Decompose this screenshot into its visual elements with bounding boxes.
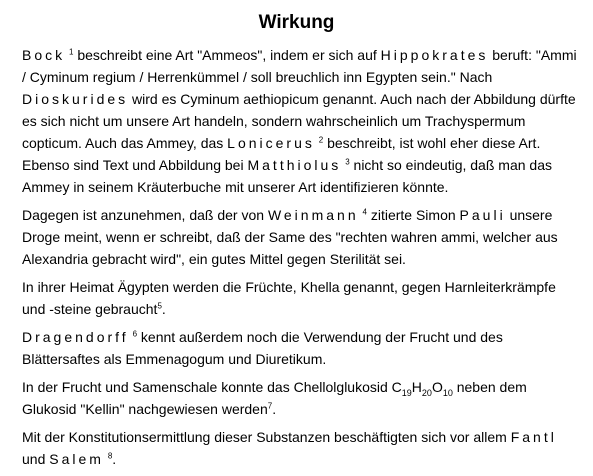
- text: .: [112, 451, 117, 467]
- subscript: 10: [442, 387, 453, 398]
- footnote-ref[interactable]: 5: [157, 301, 162, 311]
- text: neben dem Glukosid "Kellin" nachgewiesen werden: [22, 379, 527, 417]
- quotation: "Ammi / Cyminum regium / Herrenkümmel / soll breuchlich inn Egypten sein." Nach: [22, 47, 577, 85]
- footnote-ref[interactable]: 6: [132, 329, 138, 339]
- text: .: [272, 401, 277, 417]
- author-name: Dioskurides: [22, 91, 129, 107]
- text: wird es Cyminum aethiopicum genannt. Auch nach der Abbildung dürfte es sich nicht um unsere Art handeln, sondern wahrscheinlich um Trachyspermum copticum. Auch das Ammey, das: [22, 91, 576, 151]
- paragraph-fantl: [22, 426, 582, 470]
- paragraph-egypt: [22, 276, 582, 320]
- footnote-ref[interactable]: 4: [362, 207, 367, 217]
- text: Dagegen ist anzunehmen, daß der von: [22, 207, 265, 223]
- author-name: Salem: [49, 451, 104, 467]
- author-name: Bock: [22, 47, 66, 63]
- paragraph-dragendorff: [22, 326, 582, 370]
- text: nicht so eindeutig, daß man das Ammey in seinem Kräuterbuche mit unserer Art identifizieren könnte.: [22, 157, 552, 195]
- text: In ihrer Heimat Ägypten werden die Früchte, Khella genannt, gegen Harnleiterkrämpfe und -steine gebraucht: [22, 279, 556, 317]
- text: H: [411, 379, 422, 395]
- text: unsere Droge meint, wenn er schreibt, daß der Same des "rechten wahren ammi, welcher aus Alexandria gebracht wird", ein gutes Mittel gegen Sterilität sei.: [22, 207, 558, 267]
- footnote-ref[interactable]: 8: [107, 451, 113, 461]
- author-name: Fantl: [510, 429, 557, 445]
- text: und: [22, 451, 46, 467]
- text: O: [431, 379, 443, 395]
- footnote-ref[interactable]: 3: [345, 157, 350, 167]
- text: In der Frucht und Samenschale konnte das Chellolglukosid C: [22, 379, 402, 395]
- paragraph-bock: [22, 44, 582, 198]
- author-name: Lonicerus: [227, 135, 315, 151]
- text: beschreibt eine Art "Ammeos", indem er sich auf: [77, 47, 377, 63]
- author-name: Hippokrates: [380, 47, 489, 63]
- text: beschreibt, ist wohl eher diese Art. Ebenso sind Text und Abbildung bei: [22, 135, 541, 173]
- author-name: Pauli: [459, 207, 506, 223]
- text: .: [161, 301, 166, 317]
- footnote-ref[interactable]: 1: [69, 47, 74, 57]
- text: kennt außerdem noch die Verwendung der Frucht und des Blättersaftes als Emmenagogum und Diuretikum.: [22, 329, 503, 367]
- paragraph-weinmann: [22, 204, 582, 270]
- text: Mit der Konstitutionsermittlung dieser Substanzen beschäftigten sich vor allem: [22, 429, 507, 445]
- author-name: Weinmann: [267, 207, 359, 223]
- paragraph-glucoside: [22, 376, 582, 420]
- subscript: 20: [421, 387, 432, 398]
- section-title: Wirkung: [258, 12, 335, 33]
- document-body: [22, 44, 582, 476]
- author-name: Matthiolus: [247, 157, 342, 173]
- text: beruft:: [492, 47, 532, 63]
- footnote-ref[interactable]: 7: [267, 401, 273, 411]
- author-name: Dragendorff: [22, 329, 129, 345]
- text: zitierte Simon: [370, 207, 456, 223]
- subscript: 19: [401, 387, 412, 398]
- footnote-ref[interactable]: 2: [318, 135, 324, 145]
